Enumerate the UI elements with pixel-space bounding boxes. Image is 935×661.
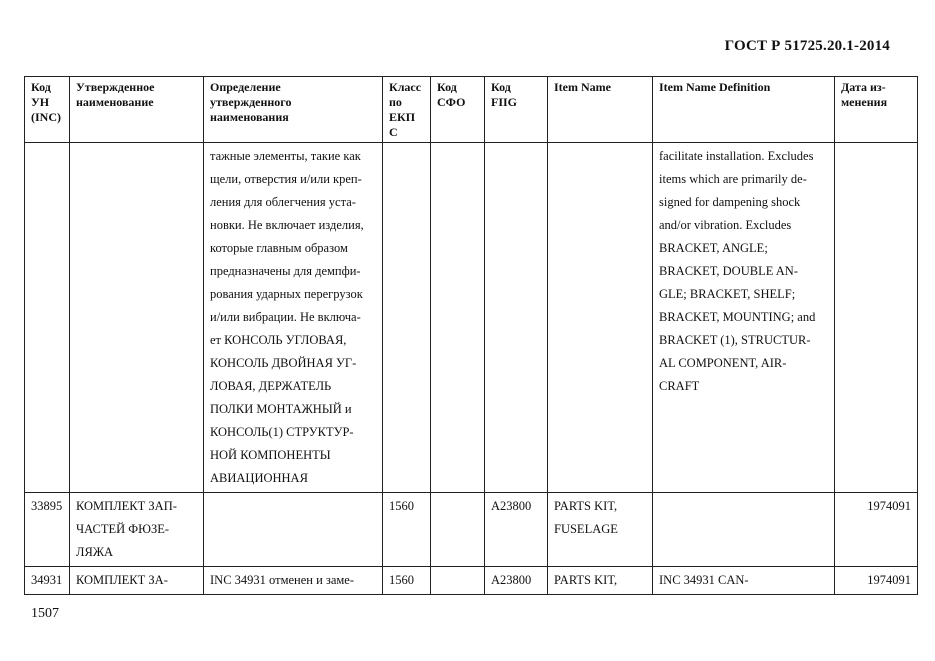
header-line: Дата из- <box>841 80 886 94</box>
cell-definition <box>204 567 383 595</box>
cell-text-line: ПОЛКИ МОНТАЖНЫЙ и <box>210 402 352 416</box>
cell-fiig <box>485 493 548 567</box>
cell-item-name <box>548 143 653 493</box>
cell-text-line: ления для облегчения уста- <box>210 195 356 209</box>
cell-text-line: ЛЯЖА <box>76 545 114 559</box>
cell-text-line: щели, отверстия и/или креп- <box>210 172 362 186</box>
cell-text-line: INC 34931 отменен и заме- <box>210 573 355 587</box>
header-col-inc <box>25 77 70 143</box>
header-col-approved-name <box>70 77 204 143</box>
header-line: УН <box>31 95 50 109</box>
cell-text-line: ЛОВАЯ, ДЕРЖАТЕЛЬ <box>210 379 332 393</box>
table-row <box>25 493 918 567</box>
cell-text: 1560 <box>389 573 414 587</box>
page-number: 1507 <box>31 606 59 621</box>
cell-text-line: АВИАЦИОННАЯ <box>210 471 308 485</box>
header-line: Код <box>31 80 51 94</box>
table-row <box>25 143 918 493</box>
cell-item-definition <box>653 143 835 493</box>
cell-item-definition <box>653 493 835 567</box>
cell-definition <box>204 493 383 567</box>
cell-text-line: AL COMPONENT, AIR- <box>659 356 787 370</box>
cell-text-line: BRACKET, MOUNTING; and <box>659 310 816 324</box>
cell-text-line: signed for dampening shock <box>659 195 801 209</box>
cell-change-date <box>835 567 918 595</box>
header-line: С <box>389 125 398 139</box>
cell-text-line: PARTS KIT, <box>554 499 618 513</box>
header-col-change-date <box>835 77 918 143</box>
cell-text-line: FUSELAGE <box>554 522 618 536</box>
cell-sfo <box>431 493 485 567</box>
header-line: утвержденного <box>210 95 292 109</box>
cell-text-line: GLE; BRACKET, SHELF; <box>659 287 796 301</box>
cell-text-line: items which are primarily de- <box>659 172 807 186</box>
cell-inc <box>25 493 70 567</box>
header-line: Код <box>437 80 457 94</box>
cell-text-line: и/или вибрации. Не включа- <box>210 310 361 324</box>
cell-text-line: BRACKET, DOUBLE AN- <box>659 264 799 278</box>
cell-fiig <box>485 143 548 493</box>
cell-text: 1974091 <box>867 499 911 513</box>
header-col-definition <box>204 77 383 143</box>
table-header-row <box>25 77 918 143</box>
header-line: наименования <box>210 110 289 124</box>
table-row <box>25 567 918 595</box>
cell-approved-name <box>70 143 204 493</box>
cell-fiig <box>485 567 548 595</box>
header-col-sfo <box>431 77 485 143</box>
cell-text-line: BRACKET, ANGLE; <box>659 241 768 255</box>
classifier-table <box>24 76 918 595</box>
cell-text: 1974091 <box>867 573 911 587</box>
cell-sfo <box>431 143 485 493</box>
cell-text: A23800 <box>491 499 532 513</box>
cell-text-line: BRACKET (1), STRUCTUR- <box>659 333 811 347</box>
cell-text: 1560 <box>389 499 414 513</box>
cell-item-name <box>548 567 653 595</box>
header-line: наименование <box>76 95 154 109</box>
header-line: менения <box>841 95 888 109</box>
header-line: FIIG <box>491 95 518 109</box>
cell-text-line: PARTS KIT, <box>554 573 618 587</box>
cell-approved-name <box>70 567 204 595</box>
header-col-fiig <box>485 77 548 143</box>
cell-text: 34931 <box>31 573 63 587</box>
header-line: Утвержденное <box>76 80 155 94</box>
cell-text-line: тажные элементы, такие как <box>210 149 361 163</box>
cell-sfo <box>431 567 485 595</box>
header-line: СФО <box>437 95 466 109</box>
header-line: Код <box>491 80 511 94</box>
cell-definition <box>204 143 383 493</box>
header-line: Item Name Definition <box>659 80 771 94</box>
cell-item-definition <box>653 567 835 595</box>
cell-text-line: рования ударных перегрузок <box>210 287 363 301</box>
table-body <box>25 143 918 595</box>
header-col-item-name <box>548 77 653 143</box>
cell-text-line: facilitate installation. Excludes <box>659 149 814 163</box>
header-line: по <box>389 95 402 109</box>
cell-text-line: CRAFT <box>659 379 700 393</box>
cell-class <box>383 567 431 595</box>
cell-text-line: которые главным образом <box>210 241 348 255</box>
cell-text-line: КОМПЛЕКТ ЗАП- <box>76 499 177 513</box>
cell-text-line: НОЙ КОМПОНЕНТЫ <box>210 448 331 462</box>
header-col-class <box>383 77 431 143</box>
cell-text-line: INC 34931 CAN- <box>659 573 749 587</box>
header-line: (INC) <box>31 110 61 124</box>
cell-text: 33895 <box>31 499 63 513</box>
document-code: ГОСТ Р 51725.20.1-2014 <box>724 38 890 54</box>
cell-item-name <box>548 493 653 567</box>
cell-text-line: and/or vibration. Excludes <box>659 218 792 232</box>
header-col-item-definition <box>653 77 835 143</box>
cell-class <box>383 143 431 493</box>
cell-text-line: предназначены для демпфи- <box>210 264 361 278</box>
cell-text-line: КОМПЛЕКТ ЗА- <box>76 573 168 587</box>
cell-text-line: ЧАСТЕЙ ФЮЗЕ- <box>76 522 170 536</box>
cell-text-line: ет КОНСОЛЬ УГЛОВАЯ, <box>210 333 347 347</box>
cell-text-line: новки. Не включает изделия, <box>210 218 364 232</box>
header-line: Определение <box>210 80 281 94</box>
cell-class <box>383 493 431 567</box>
cell-approved-name <box>70 493 204 567</box>
cell-inc <box>25 567 70 595</box>
cell-inc <box>25 143 70 493</box>
header-line: Item Name <box>554 80 611 94</box>
cell-change-date <box>835 493 918 567</box>
cell-text: A23800 <box>491 573 532 587</box>
header-line: Класс <box>389 80 422 94</box>
cell-text-line: КОНСОЛЬ(1) СТРУКТУР- <box>210 425 354 439</box>
header-line: ЕКП <box>389 110 416 124</box>
cell-change-date <box>835 143 918 493</box>
cell-text-line: КОНСОЛЬ ДВОЙНАЯ УГ- <box>210 356 357 370</box>
